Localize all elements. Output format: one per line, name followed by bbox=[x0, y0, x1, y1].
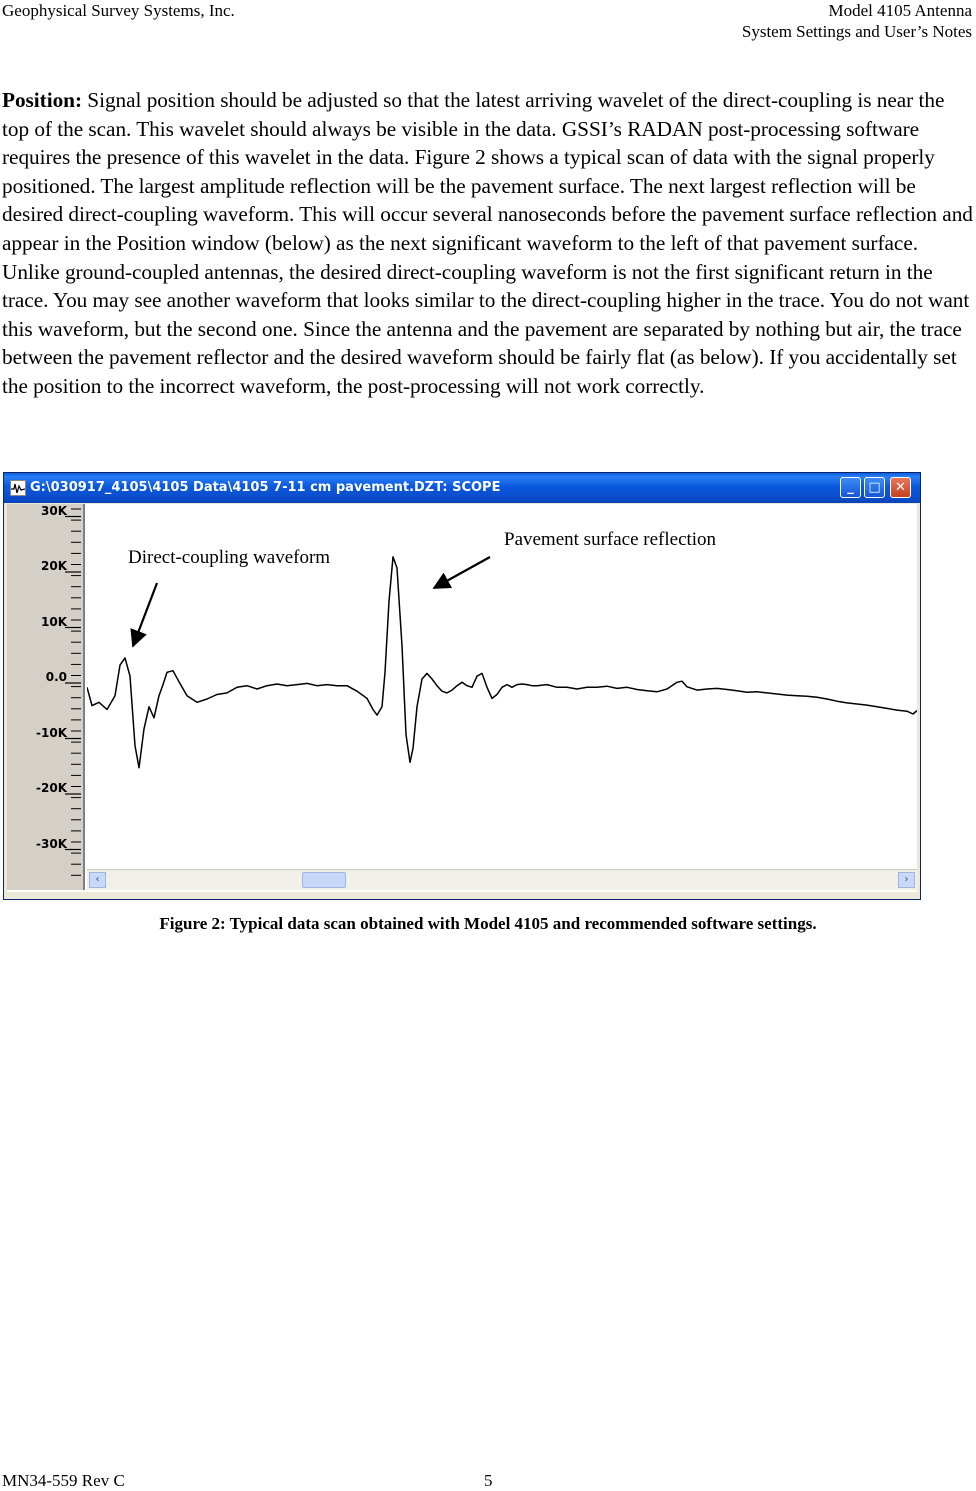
scroll-right-button[interactable] bbox=[898, 872, 915, 888]
horizontal-scrollbar[interactable] bbox=[87, 869, 917, 890]
chevron-right-icon: › bbox=[904, 874, 909, 885]
close-button[interactable] bbox=[890, 477, 911, 498]
minimize-button[interactable] bbox=[840, 477, 861, 498]
maximize-button[interactable] bbox=[864, 477, 885, 498]
figure-caption: Figure 2: Typical data scan obtained with Model 4105 and recommended software settings. bbox=[159, 914, 817, 933]
y-tick-label: -30K bbox=[36, 836, 67, 851]
scope-window bbox=[3, 472, 921, 900]
header-right bbox=[742, 0, 972, 42]
scroll-thumb[interactable] bbox=[302, 872, 346, 888]
window-titlebar[interactable] bbox=[4, 473, 920, 503]
scope-trace-line bbox=[87, 557, 917, 768]
footer-doc-id: MN34-559 Rev C bbox=[2, 1471, 125, 1490]
annotation-direct-coupling: Direct-coupling waveform bbox=[124, 545, 334, 571]
y-tick-label: 20K bbox=[41, 559, 67, 573]
oscilloscope-icon bbox=[10, 480, 26, 496]
y-axis-panel bbox=[7, 504, 85, 890]
footer-page-number: 5 bbox=[484, 1471, 493, 1490]
window-title: G:\030917_4105\4105 Data\4105 7-11 cm pavement.DZT: SCOPE bbox=[30, 480, 501, 495]
y-tick-label: -20K bbox=[36, 781, 67, 795]
maximize-icon: □ bbox=[868, 480, 881, 495]
y-tick-label: -10K bbox=[36, 725, 67, 740]
body-paragraph bbox=[2, 86, 976, 401]
body-text: Signal position should be adjusted so that the latest arriving wavelet of the direct-coupling is near the top of the scan. This wavelet should always be visible in the data. GSSI’s RADAN post-processing software requires the presence of this wavelet in the data. Figure 2 shows a typical scan of data with the signal properly positioned. The largest amplitude reflection will be the pavement surface. The next largest reflection will be desired direct-coupling waveform. This will occur several nanoseconds before the pavement surface reflection and appear in the Position window (below) as the next significant waveform to the left of that pavement surface. Unlike ground-coupled antennas, the desired direct-coupling waveform is not the first significant return in the trace. You may see another waveform that looks similar to the direct-coupling higher in the trace. You do not want this waveform, but the second one. Since the antenna and the pavement are separated by nothing but air, the trace between the pavement reflector and the desired waveform should be fairly flat (as below). If you accidentally set the position to the incorrect waveform, the post-processing will not work correctly. bbox=[2, 88, 973, 398]
body-lead: Position: bbox=[2, 88, 83, 112]
header-model: Model 4105 Antenna bbox=[828, 1, 972, 20]
y-tick-label: 0.0 bbox=[45, 670, 67, 684]
header-subtitle: System Settings and User’s Notes bbox=[741, 22, 972, 41]
scroll-left-button[interactable] bbox=[89, 872, 106, 888]
y-tick-label: 10K bbox=[41, 614, 67, 629]
y-tick-label: 30K bbox=[41, 503, 67, 518]
minimize-icon: _ bbox=[847, 480, 854, 495]
chevron-left-icon: ‹ bbox=[95, 874, 100, 885]
close-icon: ✕ bbox=[895, 480, 906, 495]
header-company: Geophysical Survey Systems, Inc. bbox=[2, 1, 235, 20]
annotation-pavement-surface: Pavement surface reflection bbox=[498, 527, 722, 553]
